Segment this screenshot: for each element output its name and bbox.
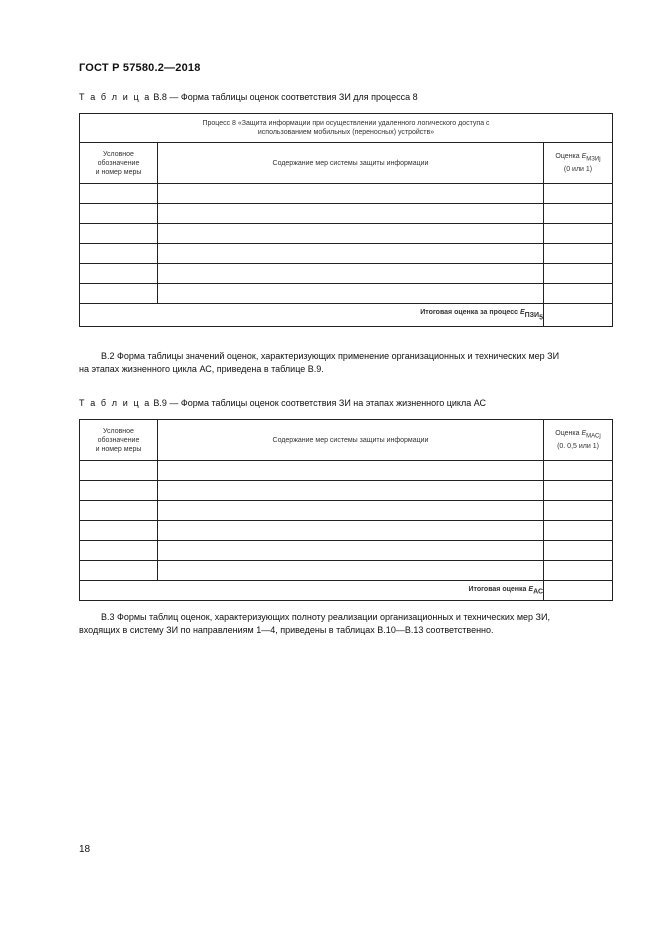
table-b8-header-row <box>80 143 613 184</box>
table-cell <box>544 264 613 284</box>
table-cell <box>80 481 158 501</box>
table-cell <box>544 244 613 264</box>
col-code-line3: и номер меры <box>95 445 142 453</box>
total-subsub: 5 <box>539 313 543 321</box>
table-row <box>80 244 613 264</box>
table-row <box>80 284 613 304</box>
table-cell <box>544 224 613 244</box>
table-row <box>80 481 613 501</box>
table-cell <box>80 204 158 224</box>
paragraph-b3 <box>79 611 612 637</box>
table-cell <box>158 521 544 541</box>
table-b9-total-row <box>80 581 613 601</box>
table-cell <box>80 461 158 481</box>
table-cell <box>80 284 158 304</box>
table-b9-total-value <box>544 581 613 601</box>
table-b8-process-title <box>80 114 613 143</box>
table-row <box>80 204 613 224</box>
table-b8-total-value <box>544 304 613 327</box>
table-cell <box>80 561 158 581</box>
process-title-line2: использованием мобильных (переносных) устройств» <box>257 129 435 136</box>
total-label-text: Итоговая оценка <box>468 585 527 593</box>
total-symbol: E <box>519 309 525 317</box>
table-row <box>80 461 613 481</box>
table-row <box>80 224 613 244</box>
paragraph-b2-line1: В.2 Форма таблицы значений оценок, характеризующих применение организационных и технических мер ЗИ <box>101 351 560 361</box>
table-b8-col-content: Содержание мер системы защиты информации <box>158 143 544 184</box>
table-row <box>80 264 613 284</box>
paragraph-b2 <box>79 350 612 376</box>
table-cell <box>158 541 544 561</box>
table-cell <box>158 204 544 224</box>
table-cell <box>544 561 613 581</box>
paragraph-b3-line2: входящих в систему ЗИ по направлениям 1—4, приведены в таблицах В.10—В.13 соответственно. <box>79 625 494 635</box>
table-b8-process-row <box>80 114 613 143</box>
process-title-line1: Процесс 8 «Защита информации при осуществлении удаленного логического доступа с <box>202 120 490 127</box>
col-grade-sub: МЗИj <box>586 156 601 163</box>
table-cell <box>80 501 158 521</box>
table-cell <box>544 541 613 561</box>
table-b9-col-code <box>80 420 158 461</box>
table-b8-col-code <box>80 143 158 184</box>
paragraph-b2-line2: на этапах жизненного цикла АС, приведена в таблице В.9. <box>79 364 324 374</box>
table-cell <box>158 501 544 521</box>
table-cell <box>80 244 158 264</box>
table-cell <box>158 461 544 481</box>
table-cell <box>158 481 544 501</box>
table-cell <box>158 224 544 244</box>
col-grade-range: (0 или 1) <box>563 165 593 173</box>
table-b9 <box>79 419 613 601</box>
table-b9-caption-text: В.9 — Форма таблицы оценок соответствия ЗИ на этапах жизненного цикла АС <box>153 398 487 408</box>
table-cell <box>544 204 613 224</box>
table-cell <box>544 461 613 481</box>
col-grade-symbol: E <box>581 153 587 161</box>
document-header: ГОСТ Р 57580.2—2018 <box>79 62 201 74</box>
table-row <box>80 521 613 541</box>
col-grade-symbol: E <box>581 430 587 438</box>
table-cell <box>158 184 544 204</box>
total-symbol: E <box>528 585 534 593</box>
col-code-line3: и номер меры <box>95 168 142 176</box>
total-sub <box>525 312 543 319</box>
col-grade-sub: МАСj <box>586 433 601 440</box>
table-cell <box>158 561 544 581</box>
table-b8-total-row <box>80 304 613 327</box>
table-cell <box>544 284 613 304</box>
table-b9-col-grade <box>544 420 613 461</box>
table-cell <box>158 264 544 284</box>
table-b8-total-label <box>80 304 544 327</box>
table-cell <box>80 224 158 244</box>
total-sub-text: ПЗИ <box>524 311 540 319</box>
table-b9-total-label <box>80 581 544 601</box>
col-code-line1: Условное <box>103 150 134 158</box>
table-b9-col-content: Содержание мер системы защиты информации <box>158 420 544 461</box>
table-cell <box>80 264 158 284</box>
table-b8-col-grade <box>544 143 613 184</box>
table-b8-caption-text: В.8 — Форма таблицы оценок соответствия ЗИ для процесса 8 <box>153 92 418 102</box>
table-row <box>80 561 613 581</box>
table-row <box>80 541 613 561</box>
table-b9-caption <box>79 398 486 408</box>
table-cell <box>544 521 613 541</box>
col-code-line2: обозначение <box>97 436 140 444</box>
table-b9-header-row <box>80 420 613 461</box>
table-cell <box>80 521 158 541</box>
total-label-text: Итоговая оценка за процесс <box>420 309 519 317</box>
page-number: 18 <box>79 844 91 855</box>
table-b8-caption-label: Т а б л и ц а <box>79 92 151 102</box>
table-b8-caption <box>79 92 418 102</box>
table-cell <box>544 481 613 501</box>
table-cell <box>80 541 158 561</box>
col-grade-prefix: Оценка <box>555 153 580 161</box>
col-grade-range: (0. 0,5 или 1) <box>557 442 599 450</box>
table-cell <box>80 184 158 204</box>
table-cell <box>158 244 544 264</box>
col-code-line2: обозначение <box>97 159 140 167</box>
table-cell <box>158 284 544 304</box>
table-b9-caption-label: Т а б л и ц а <box>79 398 151 408</box>
table-cell <box>544 184 613 204</box>
table-row <box>80 501 613 521</box>
table-row <box>80 184 613 204</box>
total-sub: АС <box>533 588 543 596</box>
paragraph-b3-line1: В.3 Формы таблиц оценок, характеризующих полноту реализации организационных и технических мер ЗИ, <box>101 612 550 622</box>
col-grade-prefix: Оценка <box>555 430 580 438</box>
col-code-line1: Условное <box>103 427 134 435</box>
table-cell <box>544 501 613 521</box>
table-b8 <box>79 113 613 327</box>
